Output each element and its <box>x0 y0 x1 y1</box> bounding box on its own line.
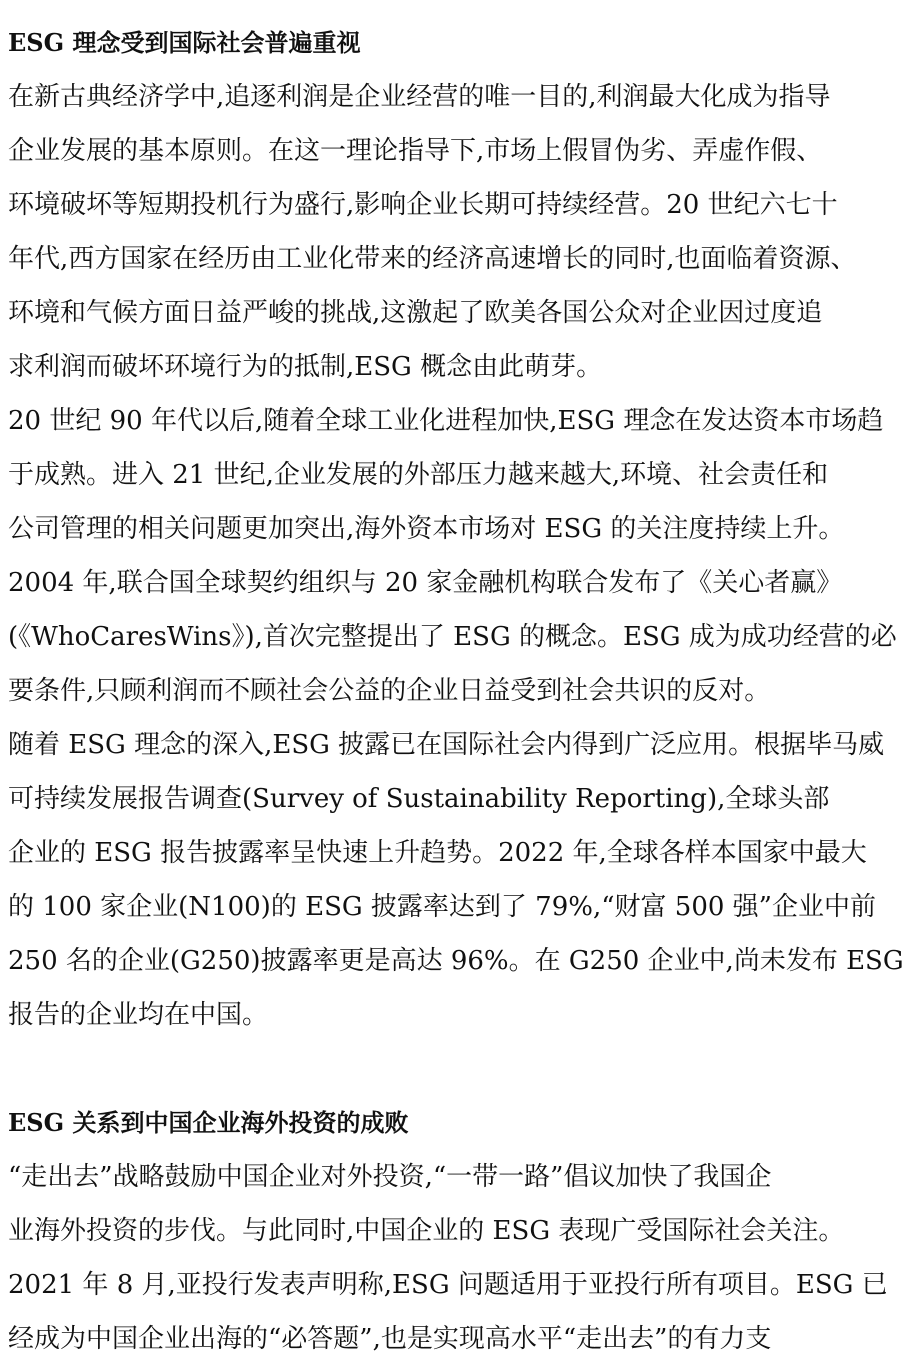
section-esg-overseas-investment <box>8 1096 898 1366</box>
text-line: 企业的 ESG 报告披露率呈快速上升趋势。2022 年,全球各样本国家中最大 <box>8 838 867 868</box>
text-line: 年代,西方国家在经历由工业化带来的经济高速增长的同时,也面临着资源、 <box>8 244 857 274</box>
text-line: 要条件,只顾利润而不顾社会公益的企业日益受到社会共识的反对。 <box>8 676 771 706</box>
text-line: 250 名的企业(G250)披露率更是高达 96%。在 G250 企业中,尚未发布 ESG <box>8 946 904 976</box>
text-line: 2004 年,联合国全球契约组织与 20 家金融机构联合发布了《关心者赢》 <box>8 568 843 598</box>
text-line: 2021 年 8 月,亚投行发表声明称,ESG 问题适用于亚投行所有项目。ESG 已 <box>8 1270 888 1300</box>
paragraph <box>8 394 898 718</box>
paragraph <box>8 718 904 1042</box>
section-heading: ESG 关系到中国企业海外投资的成败 <box>8 1108 409 1137</box>
text-line: 随着 ESG 理念的深入,ESG 披露已在国际社会内得到广泛应用。根据毕马威 <box>8 730 885 760</box>
text-line: 在新古典经济学中,追逐利润是企业经营的唯一目的,利润最大化成为指导 <box>8 82 831 112</box>
section-spacer <box>8 1042 898 1096</box>
section-heading: ESG 理念受到国际社会普遍重视 <box>8 28 361 57</box>
text-line: 的 100 家企业(N100)的 ESG 披露率达到了 79%,“财富 500 强”企业中前 <box>8 892 876 922</box>
paragraph <box>8 70 898 394</box>
text-line: “走出去”战略鼓励中国企业对外投资,“一带一路”倡议加快了我国企 <box>8 1162 772 1192</box>
text-line: (《WhoCaresWins》),首次完整提出了 ESG 的概念。ESG 成为成功经营的必 <box>8 622 897 652</box>
text-line: 可持续发展报告调查(Survey of Sustainability Reporting),全球头部 <box>8 784 830 814</box>
text-line: 求利润而破坏环境行为的抵制,ESG 概念由此萌芽。 <box>8 352 603 382</box>
text-line: 于成熟。进入 21 世纪,企业发展的外部压力越来越大,环境、社会责任和 <box>8 460 829 490</box>
text-line: 报告的企业均在中国。 <box>8 1000 269 1030</box>
document-body <box>8 16 904 1366</box>
text-line: 环境和气候方面日益严峻的挑战,这激起了欧美各国公众对企业因过度追 <box>8 298 823 328</box>
paragraph <box>8 1150 898 1366</box>
text-line: 20 世纪 90 年代以后,随着全球工业化进程加快,ESG 理念在发达资本市场趋 <box>8 406 884 436</box>
text-line: 企业发展的基本原则。在这一理论指导下,市场上假冒伪劣、弄虚作假、 <box>8 136 823 166</box>
text-line: 环境破坏等短期投机行为盛行,影响企业长期可持续经营。20 世纪六七十 <box>8 190 838 220</box>
section-esg-international <box>8 16 904 1042</box>
text-line: 公司管理的相关问题更加突出,海外资本市场对 ESG 的关注度持续上升。 <box>8 514 845 544</box>
text-line: 经成为中国企业出海的“必答题”,也是实现高水平“走出去”的有力支 <box>8 1324 772 1354</box>
text-line: 业海外投资的步伐。与此同时,中国企业的 ESG 表现广受国际社会关注。 <box>8 1216 845 1246</box>
